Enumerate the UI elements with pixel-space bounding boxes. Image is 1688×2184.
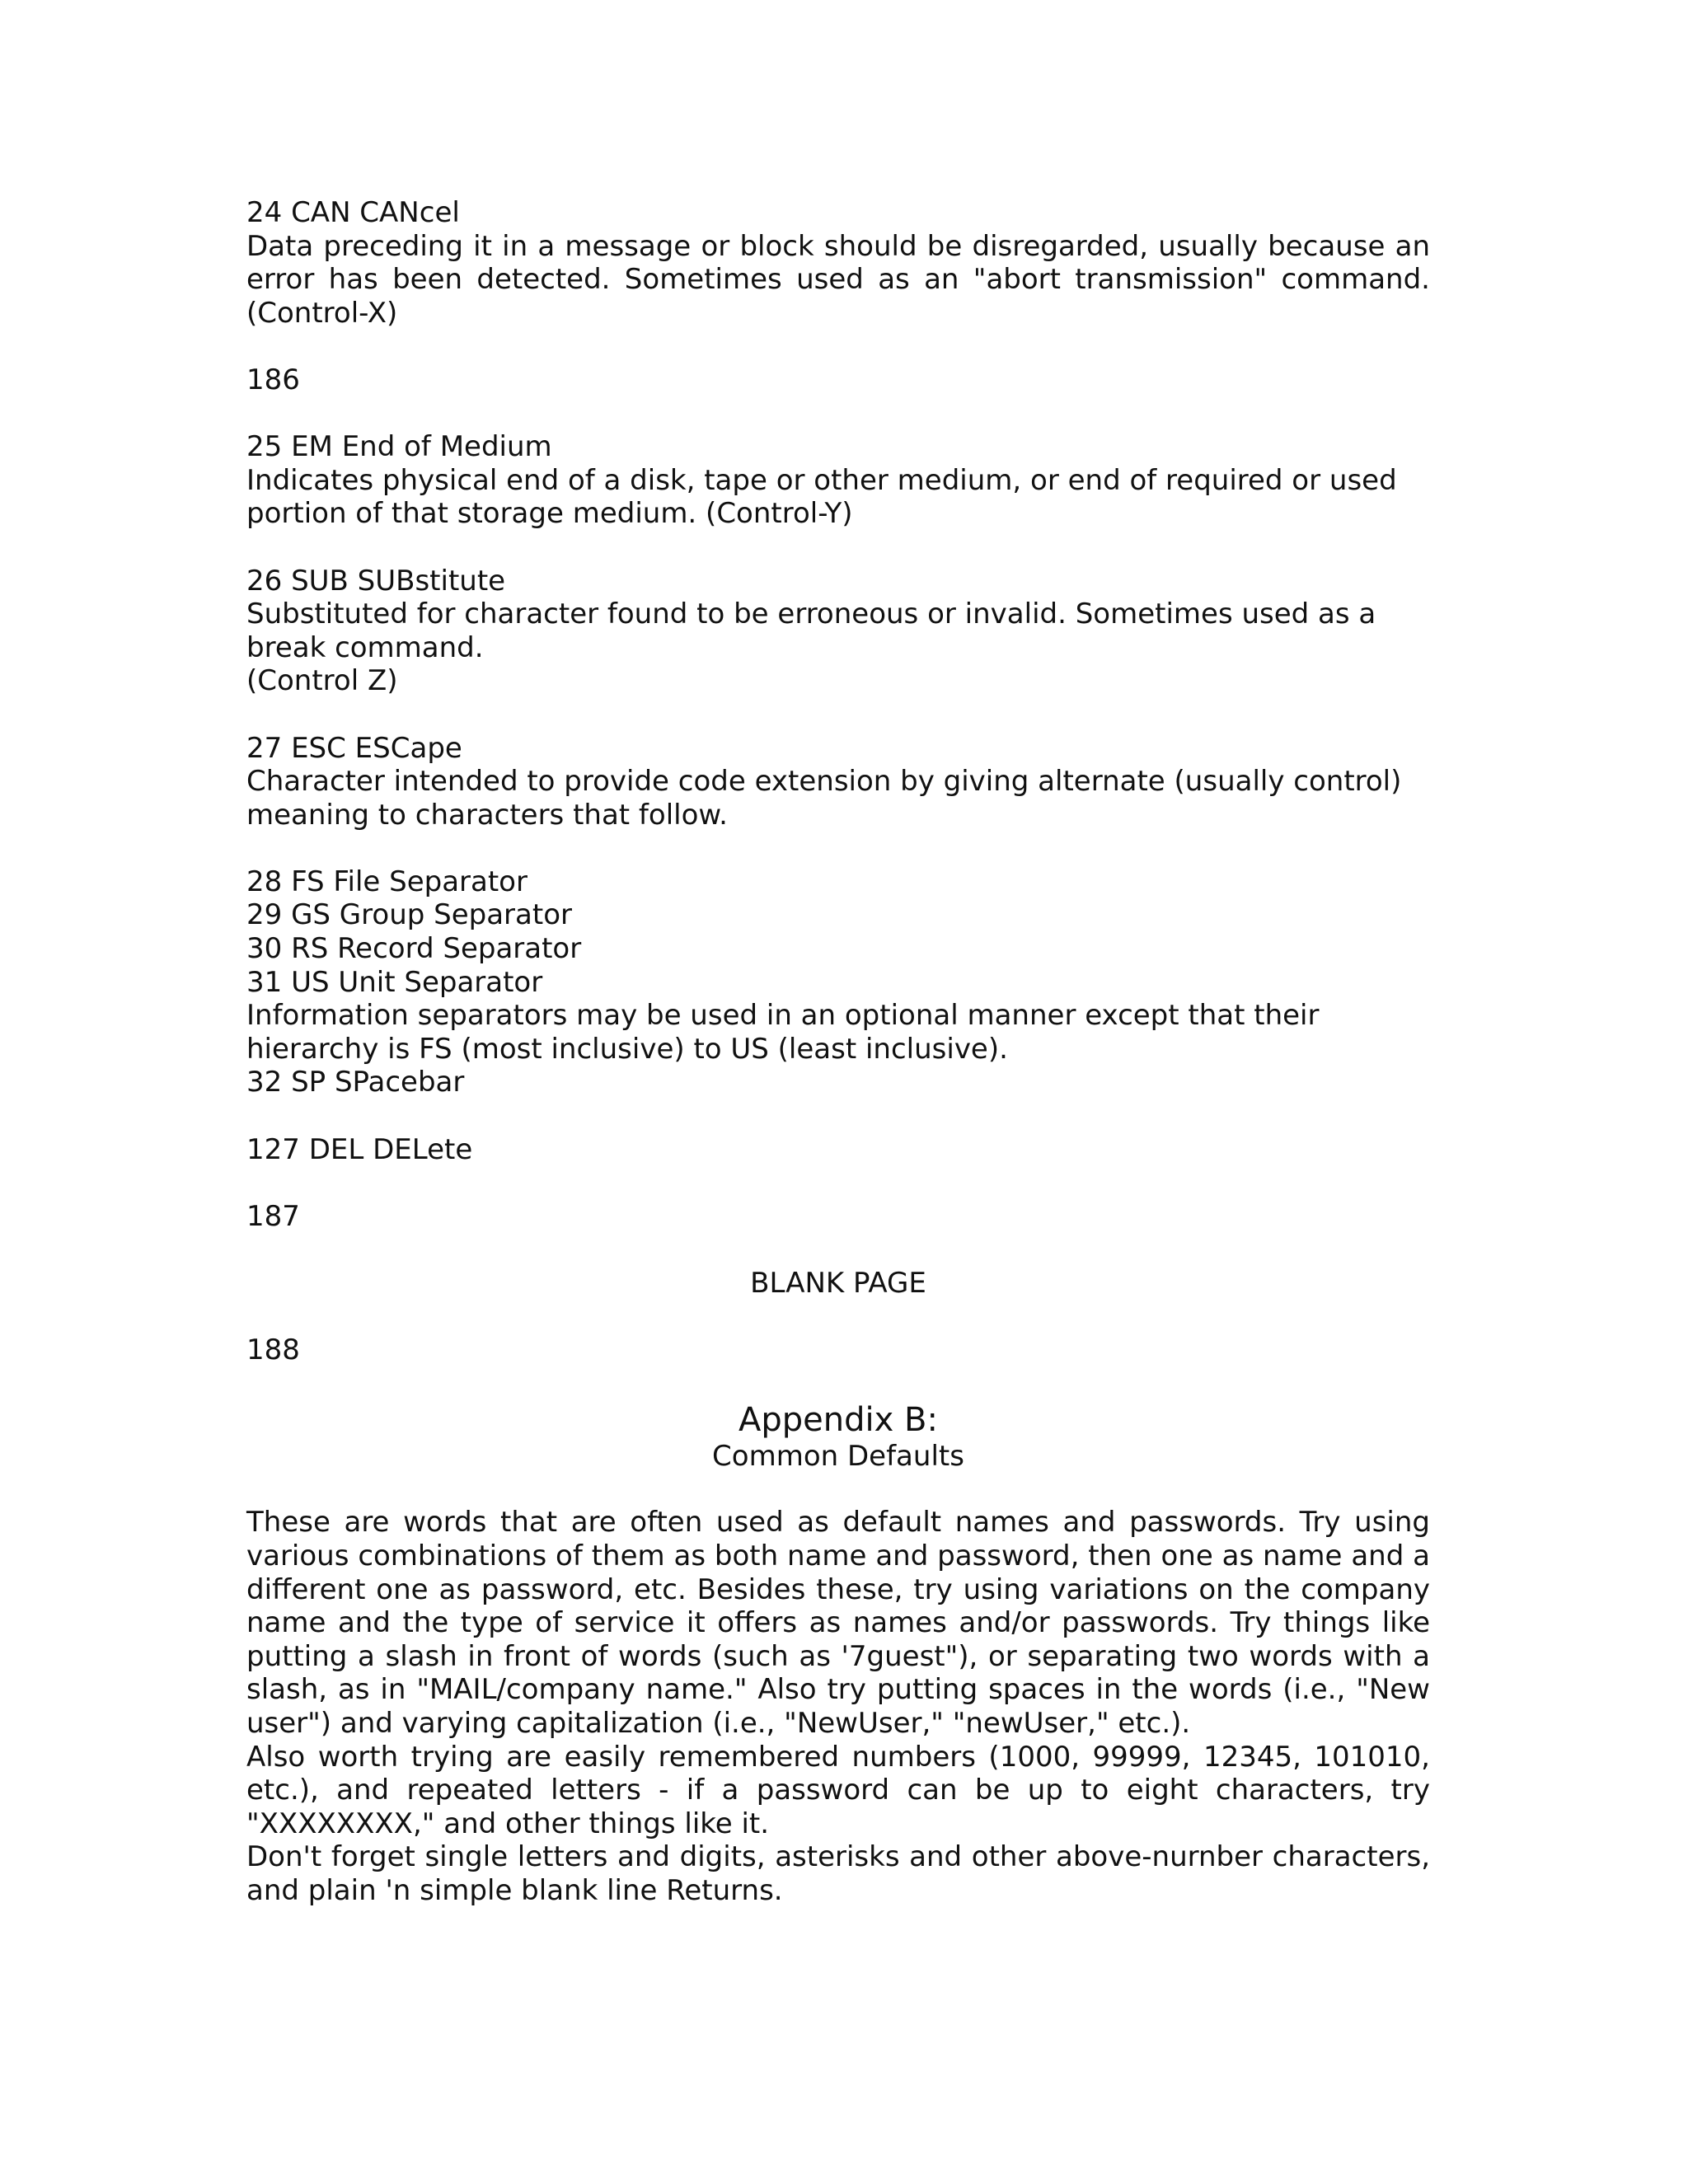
entry-text-line: hierarchy is FS (most inclusive) to US (least inclusive). <box>246 1032 1008 1066</box>
paragraph-line: various combinations of them as both name and password, then one as name and a <box>246 1539 1430 1572</box>
paragraph-line: etc.), and repeated letters - if a password can be up to eight characters, try <box>246 1774 1430 1807</box>
paragraph-line: Don't forget single letters and digits, asterisks and other above-nurnber characters, <box>246 1840 1430 1874</box>
entry-text-line: break command. <box>246 630 484 664</box>
paragraph-line: "XXXXXXXX," and other things like it. <box>246 1807 770 1840</box>
entry-text-line: (Control-X) <box>246 296 398 330</box>
paragraph-line: Also worth trying are easily remembered numbers (1000, 99999, 12345, 101010, <box>246 1740 1430 1774</box>
entry-text-line: portion of that storage medium. (Control-Y) <box>246 497 853 531</box>
paragraph-line: slash, as in "MAIL/company name." Also try putting spaces in the words (i.e., "New <box>246 1673 1430 1707</box>
entry-text-line: meaning to characters that follow. <box>246 798 728 832</box>
entry-text-line: Data preceding it in a message or block should be disregarded, usually because an <box>246 229 1430 263</box>
entry-heading-sp: 32 SP SPacebar <box>246 1066 465 1099</box>
entry-text-line: Information separators may be used in an optional manner except that their <box>246 999 1320 1033</box>
entry-heading-fs: 28 FS File Separator <box>246 865 528 898</box>
paragraph-line: user") and varying capitalization (i.e., "NewUser," "newUser," etc.). <box>246 1706 1191 1740</box>
appendix-title: Appendix B: <box>738 1400 938 1439</box>
paragraph-line: different one as password, etc. Besides these, try using variations on the company <box>246 1572 1430 1606</box>
entry-heading-em: 25 EM End of Medium <box>246 430 552 464</box>
entry-heading-us: 31 US Unit Separator <box>246 965 543 999</box>
document-page <box>246 196 1430 1908</box>
paragraph-line: name and the type of service it offers as names and/or passwords. Try things like <box>246 1606 1430 1640</box>
page-number: 188 <box>246 1333 300 1367</box>
entry-heading-gs: 29 GS Group Separator <box>246 898 572 932</box>
entry-heading-del: 127 DEL DELete <box>246 1132 473 1166</box>
entry-heading-can: 24 CAN CANcel <box>246 196 460 229</box>
entry-text-line: Substituted for character found to be erroneous or invalid. Sometimes used as a <box>246 598 1376 631</box>
entry-heading-sub: 26 SUB SUBstitute <box>246 564 506 598</box>
entry-heading-rs: 30 RS Record Separator <box>246 932 582 966</box>
entry-text-line: Indicates physical end of a disk, tape or other medium, or end of required or used <box>246 463 1397 497</box>
paragraph-line: putting a slash in front of words (such as '7guest"), or separating two words with a <box>246 1639 1430 1673</box>
paragraph-line: These are words that are often used as default names and passwords. Try using <box>246 1506 1430 1540</box>
entry-heading-esc: 27 ESC ESCape <box>246 731 462 765</box>
paragraph-line: and plain 'n simple blank line Returns. <box>246 1873 783 1907</box>
entry-text-line: (Control Z) <box>246 664 398 698</box>
blank-page-label: BLANK PAGE <box>750 1267 926 1300</box>
appendix-subtitle: Common Defaults <box>712 1439 964 1473</box>
page-number: 187 <box>246 1199 300 1233</box>
entry-text-line: Character intended to provide code extension by giving alternate (usually control) <box>246 765 1402 799</box>
page-number: 186 <box>246 363 300 396</box>
entry-text-line: error has been detected. Sometimes used as an "abort transmission" command. <box>246 263 1430 297</box>
